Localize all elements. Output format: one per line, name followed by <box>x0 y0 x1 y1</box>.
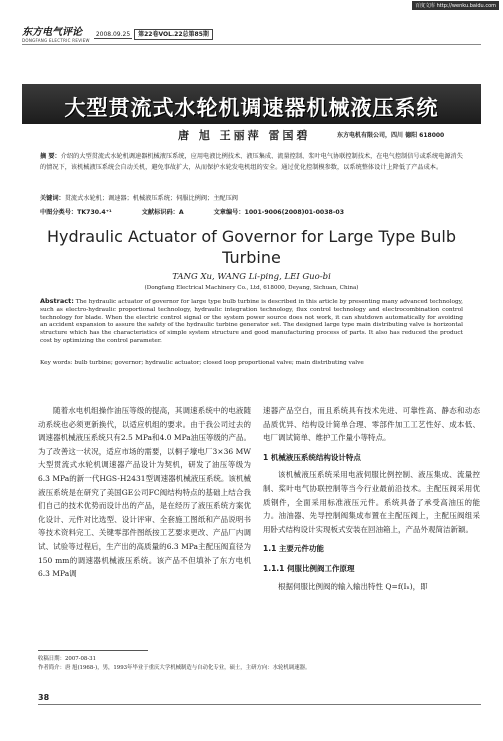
authors-cn: 唐 旭 王丽萍 雷国碧 <box>178 129 311 142</box>
body-right-paragraph-1: 速器产品空白，而且系统具有技术先进、可靠性高、静态和动态品质优异、结构设计简单合理、零部件加工工艺性好、成本低、电厂调试简单、维护工作量小等特点。 <box>263 406 480 443</box>
journal-logo-subtitle: DONGFANG ELECTRIC REVIEW <box>22 38 90 43</box>
issue-date: 2008.09.25 <box>95 30 131 38</box>
keywords-en-text: bulb turbine; governor; hydraulic actuator; closed loop proportional valve; main distributing valve <box>74 360 364 366</box>
article-number: 文章编号：1001-9006(2008)01-0038-03 <box>213 209 345 216</box>
journal-header <box>22 23 213 43</box>
affiliation-en: (Dongfang Electrical Machinery Co., Ltd, 618000, Deyang, Sichuan, China) <box>144 285 359 291</box>
keywords-label: 关键词： <box>40 195 65 202</box>
abstract-en-text: The hydraulic actuator of governor for large type bulb turbine is described in this article by presenting many advanced technology, such as electro-hydraulic proportional technology, hydraulic integration technology, flux control technology and electrocombination control technology for blade. When the electric control signal or the system power source does not work, it can shutdown automatically for avoiding an accident expansion to assure the safety of the hydraulic turbine generator set. The designed large type main distributing valve is horizontal structure which has the characteristics of simple system structure and good manufacturing process of parts. It also has reduced the product cost by optimizing the control parameter. <box>40 299 464 344</box>
abstract-cn-text: 介绍的大型贯流式水轮机调速器机械液压系统，应用电液比例技术、液压集成、流量控制、浆叶电气协联控制技术，在电气控制信号或系统电源消失的情况下，该机械液压系统会自动关机，避免事故扩大，从而保护水轮发电机组的安全。通过优化控制模参数，以系统整体设计上降低了产品成本。 <box>40 153 463 171</box>
page-bottom-rule <box>38 704 481 705</box>
clc-number: 中图分类号：TK730.4⁺¹ <box>40 209 112 216</box>
classification-row <box>40 207 463 216</box>
footnote-rule <box>38 650 148 651</box>
body-left-column: 随着水电机组操作油压等级的提高，其调速系统中的电液随动系统也必须更新换代，以适应机组的要求。由于我公司过去的调速器机械液压系统只有2.5 MPa和4.0 MPa油压等级的产品。为了改善这一状况，适应市场的需要，以桐子壕电厂3×36 MW大型贯流式水轮机调速器产品设计为契机，研发了油压等级为6.3 MPa的新一代HGS-H2431型调速器机械液压系统。该机械液压系统是在研究了美国GE公司FC阀结构特点的基础上结合我们自己的技术优势而设计出的产品，是在经历了液压系统方案优化设计、元件对比选型、设计评审、全套施工图纸和产品说明书等技术资料完工、关键零部件图纸按工艺要求更改、产品厂内调试、试验等过程后，生产出的高质量的6.3 MPa主配压阀直径为150 mm的调速器机械液压系统。该产品不但填补了东方电机6.3 MPa调 <box>38 406 251 579</box>
abstract-label: 摘 要： <box>40 153 61 160</box>
section-heading-1-1-1: 1.1.1 伺服比例阀工作原理 <box>263 563 355 573</box>
keywords-en-label: Key words: <box>40 360 73 366</box>
article-title-cn: 大型贯流式水轮机调速器机械液压系统 <box>64 96 439 120</box>
keywords-cn <box>40 193 463 202</box>
journal-logo-text: 东方电气评论 <box>22 27 82 38</box>
body-right-column <box>263 404 480 593</box>
affiliation-cn: 东方电机有限公司，四川 德阳 618000 <box>337 132 445 139</box>
article-title-en: Hydraulic Actuator of Governor for Large Type Bulb Turbine <box>47 227 456 267</box>
section-heading-1-1: 1.1 主要元件功能 <box>263 544 324 554</box>
section-heading-1: 1 机械液压系统结构设计特点 <box>263 452 361 462</box>
abstract-cn <box>40 152 463 173</box>
footnote <box>38 655 478 673</box>
keywords-en <box>40 360 463 366</box>
authors-en: TANG Xu, WANG Li-ping, LEI Guo-bi <box>172 272 331 282</box>
document-code: 文献标识码：A <box>141 209 184 216</box>
keywords-cn-text: 贯流式水轮机；调速器；机械液压系统；伺服比例阀；主配压阀 <box>64 195 238 202</box>
header-rule <box>22 44 481 45</box>
issue-info <box>94 29 213 38</box>
abstract-en <box>40 298 463 346</box>
abstract-en-label: Abstract: <box>40 297 74 305</box>
page-number: 38 <box>38 693 50 702</box>
journal-logo <box>22 23 90 43</box>
issue-volume: 第22卷VOL.22总第85期 <box>134 29 213 40</box>
received-date: 收稿日期：2007-08-31 <box>38 656 97 662</box>
author-bio: 作者简介：唐 旭(1968-)，男，1993年毕业于重庆大学机械制造与自动化专业，硕士，主研方向：水轮机调速器。 <box>38 665 311 671</box>
body-right-paragraph-3: 根据伺服比例阀的输入输出特性 Q=f(Iₙ)，即 <box>278 581 428 591</box>
body-right-paragraph-2: 该机械液压系统采用电液伺服比例控制、液压集成、流量控制、桨叶电气协联控制等当今行业最前沿技术。主配压阀采用优质钢件，全面采用标准液压元件。系统具备了承受高油压的能力。油油器、先导控制阀集成布置在主配压阀上，主配压阀组采用卧式结构设计实现板式安装在回油箱上，产品外观简洁新颖。 <box>263 470 480 534</box>
watermark-badge: 百度文库 http://wenku.baidu.com <box>412 1 499 10</box>
